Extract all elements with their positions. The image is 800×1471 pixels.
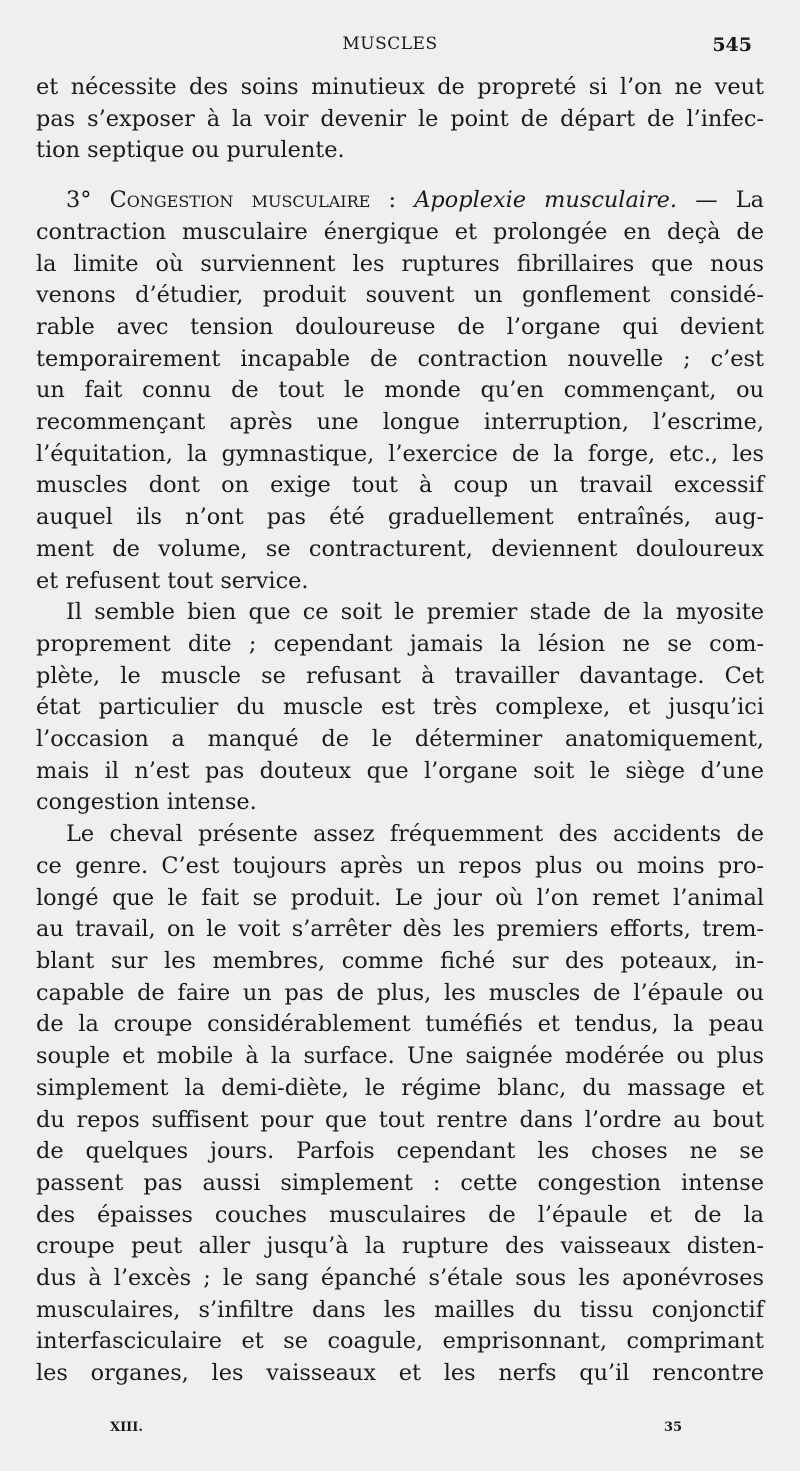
text-line: des épaisses couches musculaires de l’épaule et de la (36, 1201, 764, 1228)
text-line: Le cheval présente assez fréquemment des accidents de (66, 821, 764, 848)
text-line: les organes, les vaisseaux et les nerfs qu’il rencontre (36, 1360, 764, 1387)
signature-number: 35 (664, 1420, 683, 1435)
text-line: l’équitation, la gymnastique, l’exercice de la forge, etc., les (36, 440, 764, 467)
text-line: simplement la demi-diète, le régime blanc, du massage et (36, 1074, 764, 1101)
text-line: blant sur les membres, comme fiché sur des poteaux, in- (36, 947, 764, 974)
page-number: 545 (712, 34, 752, 56)
text-line: pas s’exposer à la voir devenir le point de départ de l’infec- (36, 105, 764, 132)
paragraph-1 (36, 72, 764, 167)
text-line: croupe peut aller jusqu’à la rupture des vaisseaux disten- (36, 1233, 764, 1260)
paragraph-2 (36, 185, 764, 597)
section-heading-line (36, 185, 764, 217)
text-line: la limite où surviennent les ruptures fibrillaires que nous (36, 250, 764, 277)
running-head: MUSCLES (342, 34, 438, 54)
text-line: congestion intense. (36, 789, 257, 816)
text-line: dus à l’excès ; le sang épanché s’étale sous les aponévroses (36, 1265, 764, 1292)
text-line: venons d’étudier, produit souvent un gonflement considé- (36, 282, 764, 309)
text-line: état particulier du muscle est très complexe, et jusqu’ici (36, 694, 764, 721)
text-line: souple et mobile à la surface. Une saignée modérée ou plus (36, 1043, 764, 1070)
text-line: passent pas aussi simplement : cette congestion intense (36, 1169, 764, 1196)
text-line: contraction musculaire énergique et prolongée en deçà de (36, 218, 764, 245)
text-line: proprement dite ; cependant jamais la lésion ne se com- (36, 630, 764, 657)
page-body (36, 72, 764, 1390)
text-line: capable de faire un pas de plus, les muscles de l’épaule ou (36, 979, 764, 1006)
text-line: ment de volume, se contracturent, deviennent douloureux (36, 535, 764, 562)
page-footer (0, 1420, 800, 1444)
page-header (0, 34, 800, 60)
section-subtitle: Apoplexie musculaire. (414, 187, 678, 214)
text-line: temporairement incapable de contraction nouvelle ; c’est (36, 345, 764, 372)
text-line: de la croupe considérablement tuméfiés et tendus, la peau (36, 1011, 764, 1038)
text-line: un fait connu de tout le monde qu’en commençant, ou (36, 377, 764, 404)
paragraph-3 (36, 597, 764, 819)
text-line: tion septique ou purulente. (36, 137, 345, 164)
text-line: auquel ils n’ont pas été graduellement entraînés, aug- (36, 504, 764, 531)
text-line: au travail, on le voit s’arrêter dès les premiers efforts, trem- (36, 916, 764, 943)
text-line: Il semble bien que ce soit le premier stade de la myosite (66, 599, 764, 626)
text-line: l’occasion a manqué de le déterminer anatomiquement, (36, 726, 764, 753)
text-line: du repos suffisent pour que tout rentre dans l’ordre au bout (36, 1106, 764, 1133)
section-number: 3° (66, 187, 92, 214)
text-line: interfasciculaire et se coagule, emprisonnant, comprimant (36, 1328, 764, 1355)
text-line: muscles dont on exige tout à coup un travail excessif (36, 472, 764, 499)
signature-mark: XIII. (110, 1420, 143, 1435)
text-line: longé que le fait se produit. Le jour où l’on remet l’animal (36, 884, 764, 911)
text-line: mais il n’est pas douteux que l’organe soit le siège d’une (36, 757, 764, 784)
text-line: recommençant après une longue interruption, l’escrime, (36, 409, 764, 436)
text-line: plète, le muscle se refusant à travailler davantage. Cet (36, 662, 764, 689)
paragraph-4 (36, 819, 764, 1390)
text-line: ce genre. C’est toujours après un repos plus ou moins pro- (36, 852, 764, 879)
text-line: musculaires, s’infiltre dans les mailles du tissu conjonctif (36, 1296, 764, 1323)
section-title: Congestion musculaire : (109, 187, 397, 214)
text-line: et nécessite des soins minutieux de propreté si l’on ne veut (36, 74, 764, 100)
text-line: rable avec tension douloureuse de l’organe qui devient (36, 313, 764, 340)
text-line: de quelques jours. Parfois cependant les choses ne se (36, 1138, 764, 1165)
section-heading-rest: — La (695, 187, 764, 214)
text-line: et refusent tout service. (36, 567, 309, 594)
